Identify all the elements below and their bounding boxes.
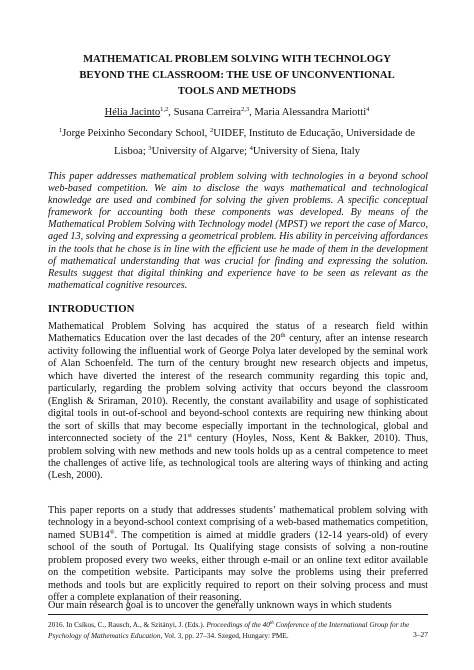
footnote-divider: [48, 614, 428, 615]
abstract: This paper addresses mathematical problem solving with technologies in a beyond school web-based competition. We aim to disclose the ways mathematical and technological knowledge are used and combined for solving the given problems. A specific conceptual framework for accounting both these components was developed. By means of the Mathematical Problem Solving with Technology model (MPST) we report the case of Marco, aged 13, solving and expressing a geometrical problem. His ability in perceiving affordances in the tools that he chose is in line with the efficient use he made of them in the development of mathematical understanding that was crucial for finding and expressing the solution. Results suggest that digital thinking and experience have to be seen as relevant as the mathematical cognitive resources.: [48, 171, 428, 291]
p1-text-b: century, after an intense research activity following the influential work of George Polya later developed by the seminal work of Alan Schoenfeld. The turn of the century brought new research objects and impetus, which have diverted the interest of the research community regarding this topic and, particularly, regarding the problem solving activity that occurs beyond the classroom (English & Sriraman, 2010). Recently, the constant availability and usage of sophisticated digital tools in out-of-school and beyond-school contexts are requiring new thinking about the sort of skills that may become especially important in the technological, global and interconnected society of the 21: [48, 333, 428, 445]
affil-sup-1: 1: [58, 127, 63, 134]
affiliation-3: University of Algarve;: [151, 145, 247, 157]
p2-sup-registered: ®: [109, 528, 115, 536]
author-name-3: Maria Alessandra Mariotti: [254, 107, 367, 118]
foot-text-b: , Vol. 3, pp. 27–34. Szeged, Hungary: PME.: [160, 631, 289, 640]
author-name-1: Hélia Jacinto: [104, 107, 161, 118]
section-heading-introduction: INTRODUCTION: [48, 303, 135, 315]
affiliation-2-cont: Lisboa;: [113, 145, 146, 157]
intro-paragraph-3: Our main research goal is to uncover the generally unknown ways in which students: [48, 600, 392, 611]
title-line-3: TOOLS AND METHODS: [177, 86, 297, 97]
foot-sup-th: th: [269, 621, 274, 626]
author-affil-sup-2: 2,3: [240, 106, 250, 113]
citation-footnote: [48, 618, 428, 641]
author-name-2: Susana Carreira: [173, 107, 241, 118]
title-line-2: BEYOND THE CLASSROOM: THE USE OF UNCONVENTIONAL: [79, 70, 395, 81]
affil-sup-2: 2: [209, 127, 214, 134]
foot-proceedings-b: Conference of the International Group for the Psychology of Mathematics Education: [48, 620, 410, 640]
affil-sup-4: 4: [249, 144, 253, 152]
p2-text-b: . The competition is aimed at middle graders (12-14 years-old) of every school of the south of Portugal. Its Qualifying stage consists of solving a non-routine problem proposed every two weeks, either through e-mail or an online text editor available on the competition website. Participants may solve the problems using their preferred methods and tools but are explicitly required to report on their solving process and must offer a complete explanation of their reasoning.: [48, 529, 428, 604]
p1-text-a: Mathematical Problem Solving has acquired the status of a research field within Mathematics Education over the last decades of the 20: [48, 321, 428, 345]
affiliation-2: UIDEF, Instituto de Educação, Universidade de: [213, 128, 416, 139]
intro-paragraph-1: [48, 321, 428, 483]
author-list: Hélia Jacinto$^{1,2}$, Susana Carreira$^{2,3}$, Maria Alessandra Mariotti$^4$: [104, 106, 370, 118]
foot-text-a: 2016. In Csíkos, C., Rausch, A., & Szitányi, J. (Eds.).: [48, 620, 207, 629]
p2-text-a: This paper reports on a study that addresses students’ mathematical problem solving with technology in a beyond-school context comprising of a web-based mathematics competition, named SUB14: [48, 505, 428, 541]
p1-sup-th: th: [280, 332, 286, 340]
author-affil-sup-3: 4: [366, 106, 370, 113]
affiliation-line-2: [0, 142, 474, 160]
affil-sup-3: 3: [148, 144, 152, 152]
author-affil-sup-1: 1,2: [160, 106, 169, 113]
intro-paragraph-2: [48, 505, 428, 605]
p1-sup-st: st: [187, 432, 192, 440]
affiliation-line-1: [0, 124, 474, 142]
affiliations: [0, 124, 474, 159]
paper-title: [0, 52, 474, 100]
affiliation-4: University of Siena, Italy: [252, 145, 360, 157]
page-number: 3–27: [413, 630, 428, 639]
title-line-1: MATHEMATICAL PROBLEM SOLVING WITH TECHNOLOGY: [83, 54, 391, 65]
foot-proceedings-a: Proceedings of the 40: [206, 620, 270, 629]
affiliation-1: Jorge Peixinho Secondary School,: [62, 128, 208, 139]
p1-text-c: century (Hoyles, Noss, Kent & Bakker, 2010). Thus, problem solving with new methods and new tools holds up as a central competence to meet the challenges of active life, as technological tools are altering ways of thinking and acting (Lesh, 2000).: [48, 433, 428, 482]
